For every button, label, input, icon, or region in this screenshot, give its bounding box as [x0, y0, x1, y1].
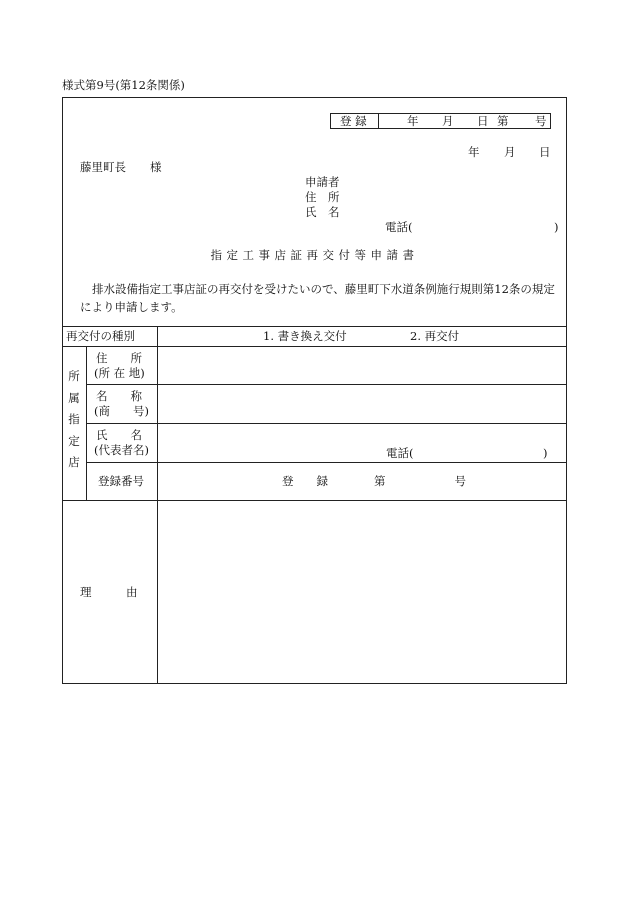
- reissue-option-reissue: 2. 再交付: [410, 329, 460, 343]
- registration-dai: 第: [497, 114, 509, 128]
- store-address-sublabel: (所 在 地): [94, 366, 145, 380]
- applicant-phone-close: ): [554, 220, 559, 234]
- store-name-sublabel: (商 号): [94, 404, 149, 418]
- addressee-honorific: 様: [150, 160, 162, 174]
- form-number-label: 様式第9号(第12条関係): [62, 78, 185, 92]
- document-title: 指定工事店証再交付等申請書: [210, 248, 419, 262]
- registration-year: 年: [407, 114, 419, 128]
- registration-month: 月: [442, 114, 454, 128]
- applicant-heading: 申請者: [305, 175, 340, 189]
- reissue-type-label: 再交付の種別: [66, 329, 135, 343]
- reason-label: 理 由: [80, 585, 138, 599]
- addressee-name: 藤里町長: [80, 160, 126, 174]
- applicant-phone-label: 電話(: [385, 220, 413, 234]
- date-day: 日: [539, 145, 551, 159]
- store-phone-label: 電話(: [386, 446, 414, 460]
- applicant-address-label: 住 所: [305, 190, 340, 204]
- registration-gou: 号: [535, 114, 547, 128]
- registration-label: 登 録: [340, 114, 367, 128]
- representative-label: 氏 名: [96, 428, 142, 442]
- store-name-label: 名 称: [96, 389, 142, 403]
- date-month: 月: [504, 145, 516, 159]
- applicant-name-label: 氏 名: [305, 205, 340, 219]
- store-address-label: 住 所: [96, 351, 142, 365]
- reissue-option-rewrite: 1. 書き換え交付: [263, 329, 347, 343]
- reg-number-label: 登録番号: [98, 474, 144, 488]
- registration-day: 日: [477, 114, 489, 128]
- date-year: 年: [468, 145, 480, 159]
- representative-sublabel: (代表者名): [94, 443, 149, 457]
- store-phone-close: ): [543, 446, 548, 460]
- reg-number-text: 登 録 第 号: [282, 474, 466, 488]
- body-text: 排水設備指定工事店証の再交付を受けたいので、藤里町下水道条例施行規則第12条の規定により申請します。: [80, 282, 555, 314]
- affiliated-store-label: 所属指定店: [68, 369, 80, 469]
